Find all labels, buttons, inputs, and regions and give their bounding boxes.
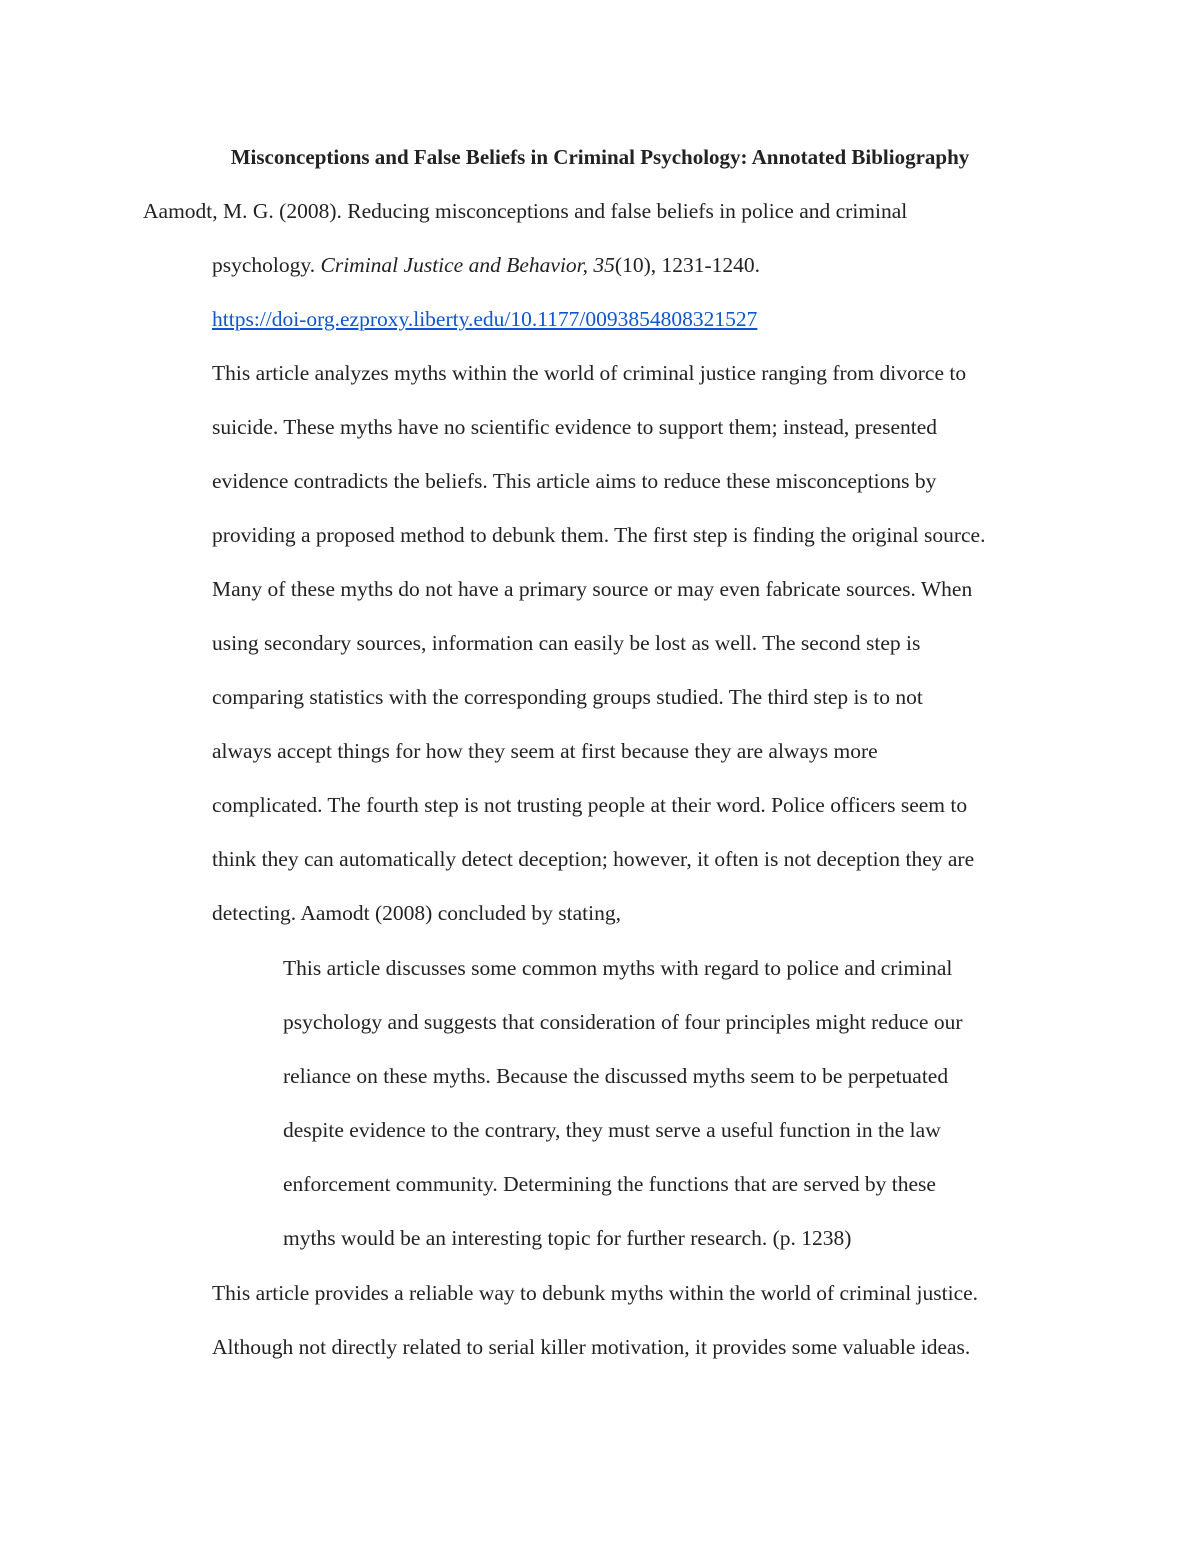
citation-prefix: psychology. (212, 253, 321, 277)
page-title: Misconceptions and False Beliefs in Criminal Psychology: Annotated Bibliography (230, 145, 970, 169)
block-quote-line: reliance on these myths. Because the discussed myths seem to be perpetuated (283, 1064, 949, 1088)
annotation-line: This article analyzes myths within the world of criminal justice ranging from divorce to (212, 361, 967, 385)
annotation-line: always accept things for how they seem at first because they are always more (212, 739, 878, 763)
annotation-line: complicated. The fourth step is not trusting people at their word. Police officers seem to (212, 793, 968, 817)
block-quote-line: enforcement community. Determining the functions that are served by these (283, 1172, 936, 1196)
annotation-line: detecting. Aamodt (2008) concluded by stating, (212, 901, 622, 925)
closing-line: This article provides a reliable way to debunk myths within the world of criminal justice. (212, 1281, 979, 1305)
citation-line-1: Aamodt, M. G. (2008). Reducing misconceptions and false beliefs in police and criminal (143, 199, 908, 223)
doi-link[interactable]: https://doi-org.ezproxy.liberty.edu/10.1177/0093854808321527 (212, 307, 758, 331)
citation-issue-pages: (10), 1231-1240. (614, 253, 761, 277)
annotation-line: comparing statistics with the corresponding groups studied. The third step is to not (212, 685, 923, 709)
annotation-line: Many of these myths do not have a primary source or may even fabricate sources. When (212, 577, 973, 601)
annotation-line: evidence contradicts the beliefs. This article aims to reduce these misconceptions by (212, 469, 937, 493)
annotation-line: think they can automatically detect deception; however, it often is not deception they are (212, 847, 975, 871)
annotation-line: providing a proposed method to debunk them. The first step is finding the original source. (212, 523, 986, 547)
annotation-line: using secondary sources, information can easily be lost as well. The second step is (212, 631, 921, 655)
block-quote-line: psychology and suggests that consideration of four principles might reduce our (283, 1010, 963, 1034)
block-quote-line: This article discusses some common myths with regard to police and criminal (283, 956, 953, 980)
block-quote-line: myths would be an interesting topic for further research. (p. 1238) (283, 1226, 852, 1250)
closing-line: Although not directly related to serial killer motivation, it provides some valuable ideas. (212, 1335, 971, 1359)
annotation-line: suicide. These myths have no scientific evidence to support them; instead, presented (212, 415, 938, 439)
citation-line-2 (212, 251, 760, 279)
block-quote-line: despite evidence to the contrary, they must serve a useful function in the law (283, 1118, 941, 1142)
citation-line-3 (212, 305, 757, 333)
journal-title: Criminal Justice and Behavior, 35 (320, 253, 615, 277)
